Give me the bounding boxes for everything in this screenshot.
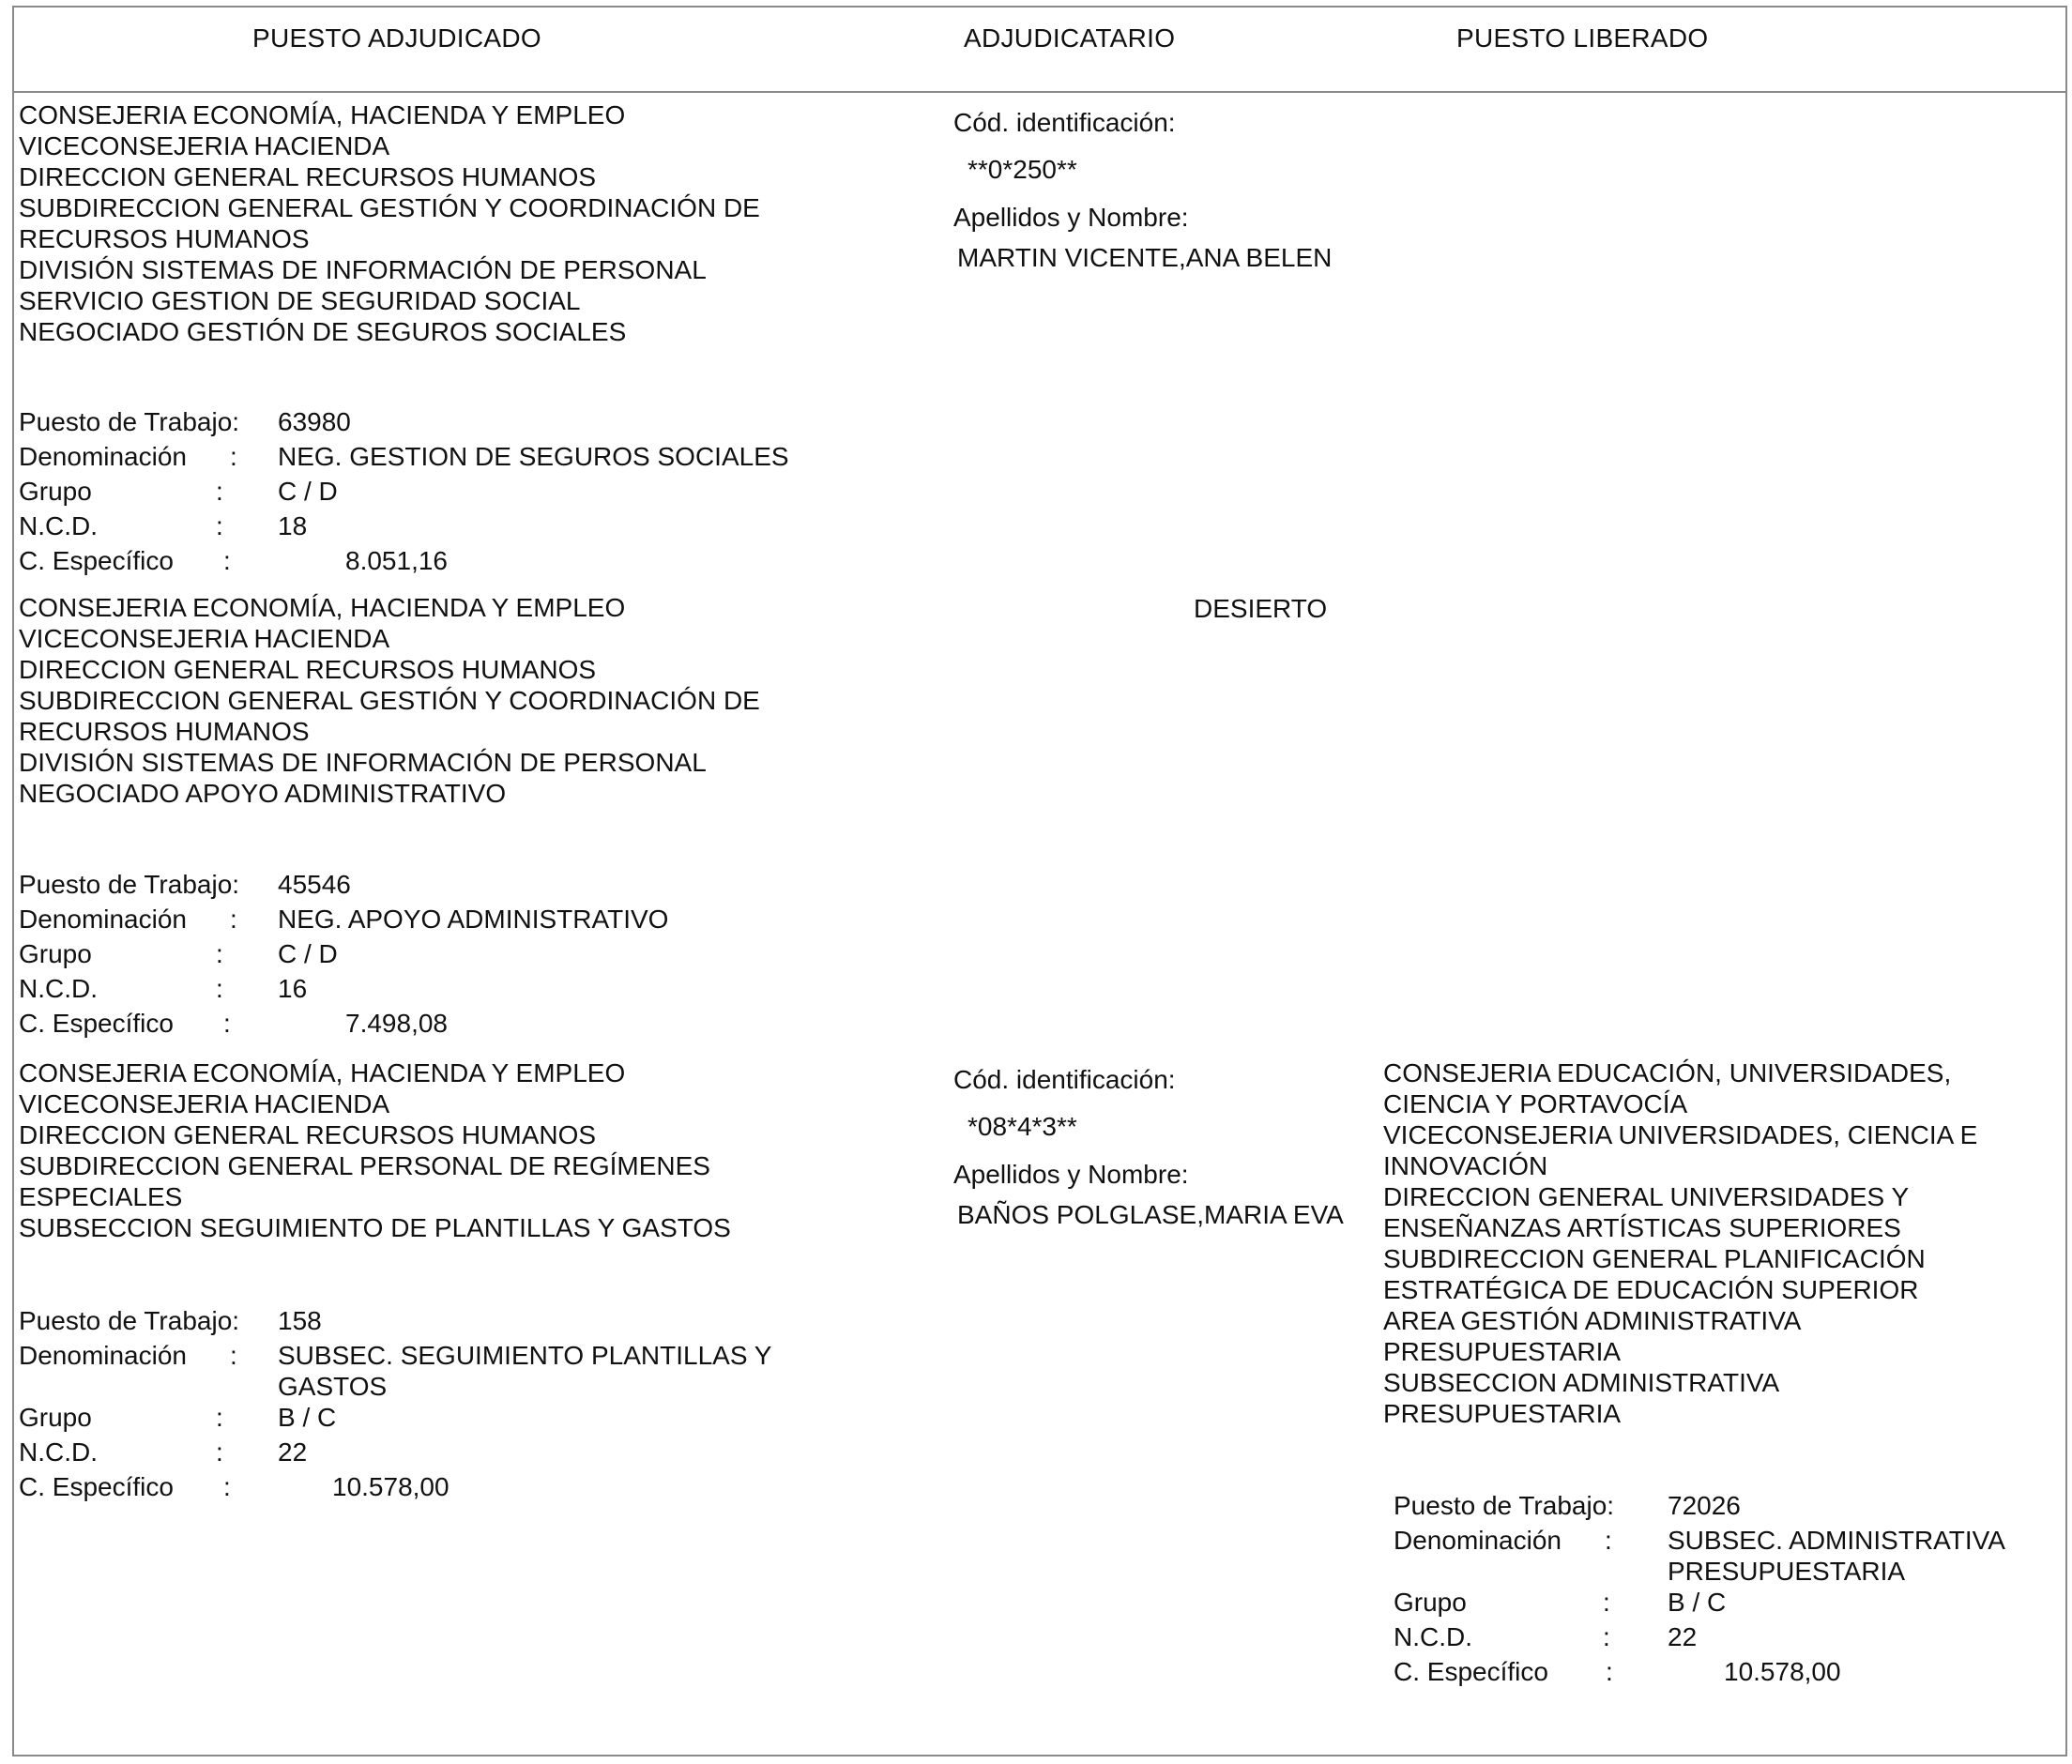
ncd-row (19, 510, 845, 545)
especifico-row (19, 1008, 845, 1042)
especifico-value: 10.578,00 (1724, 1657, 1841, 1686)
colon: : (216, 974, 223, 1003)
colon: : (1605, 1526, 1612, 1555)
especifico-label: C. Específico (19, 546, 174, 575)
especifico-label: C. Específico (19, 1472, 174, 1501)
puesto-row (19, 1305, 845, 1340)
org-line: DIVISIÓN SISTEMAS DE INFORMACIÓN DE PERSONAL (19, 748, 707, 777)
denominacion-value-line: SUBSEC. SEGUIMIENTO PLANTILLAS Y (278, 1341, 772, 1370)
org-line: DIRECCION GENERAL UNIVERSIDADES Y (1383, 1182, 1910, 1211)
colon: : (230, 442, 237, 471)
denominacion-label: Denominación (1394, 1526, 1562, 1555)
puesto-value: 63980 (278, 407, 351, 436)
especifico-label: C. Específico (1394, 1657, 1548, 1686)
ncd-value: 18 (278, 511, 308, 540)
colon: : (216, 939, 223, 968)
org-line: VICECONSEJERIA HACIENDA (19, 131, 390, 160)
org-line: VICECONSEJERIA HACIENDA (19, 624, 390, 653)
header-divider (12, 91, 2067, 93)
grupo-label: Grupo (1394, 1588, 1467, 1617)
org-line: DIVISIÓN SISTEMAS DE INFORMACIÓN DE PERSONAL (19, 255, 707, 284)
denominacion-value: NEG. GESTION DE SEGUROS SOCIALES (278, 442, 789, 471)
ncd-row (19, 1437, 845, 1471)
ncd-row (1394, 1621, 2050, 1656)
cod-identificacion-value: **0*250** (967, 155, 1077, 184)
ncd-label: N.C.D. (19, 974, 98, 1003)
org-line: DIRECCION GENERAL RECURSOS HUMANOS (19, 655, 597, 684)
org-line: CONSEJERIA EDUCACIÓN, UNIVERSIDADES, (1383, 1058, 1952, 1087)
especifico-label: C. Específico (19, 1009, 174, 1038)
ncd-value: 22 (1668, 1622, 1698, 1651)
puesto-label: Puesto de Trabajo: (19, 1306, 240, 1335)
grupo-label: Grupo (19, 1403, 92, 1432)
colon: : (1603, 1588, 1610, 1617)
org-line: CONSEJERIA ECONOMÍA, HACIENDA Y EMPLEO (19, 593, 626, 622)
entry-1-org-block (19, 99, 760, 347)
org-line: PRESUPUESTARIA (1383, 1337, 1622, 1366)
liberado-org-block (1383, 1057, 1977, 1429)
grupo-row (19, 938, 845, 973)
org-line: SERVICIO GESTION DE SEGURIDAD SOCIAL (19, 286, 581, 315)
puesto-label: Puesto de Trabajo: (19, 870, 240, 899)
colon: : (1606, 1657, 1613, 1686)
grupo-value: B / C (1668, 1588, 1727, 1617)
denominacion-row (19, 441, 845, 476)
entry-1-details (19, 406, 845, 580)
liberado-details (1394, 1490, 2050, 1691)
org-line: NEGOCIADO GESTIÓN DE SEGUROS SOCIALES (19, 317, 627, 346)
org-line: CONSEJERIA ECONOMÍA, HACIENDA Y EMPLEO (19, 100, 626, 129)
colon: : (223, 1009, 231, 1038)
apellidos-nombre-label: Apellidos y Nombre: (953, 1160, 1189, 1189)
desierto-status: DESIERTO (1194, 594, 1328, 623)
especifico-value: 8.051,16 (345, 546, 448, 575)
especifico-value: 10.578,00 (332, 1472, 449, 1501)
org-line: VICECONSEJERIA HACIENDA (19, 1089, 390, 1118)
grupo-value: B / C (278, 1403, 337, 1432)
especifico-row (19, 545, 845, 580)
denominacion-value: NEG. APOYO ADMINISTRATIVO (278, 905, 669, 934)
org-line: RECURSOS HUMANOS (19, 224, 310, 253)
cod-identificacion-value: *08*4*3** (967, 1112, 1077, 1141)
org-line: VICECONSEJERIA UNIVERSIDADES, CIENCIA E (1383, 1120, 1978, 1149)
grupo-row (19, 476, 845, 510)
org-line: CONSEJERIA ECONOMÍA, HACIENDA Y EMPLEO (19, 1058, 626, 1087)
cod-identificacion-label: Cód. identificación: (953, 108, 1176, 137)
puesto-value: 72026 (1668, 1491, 1741, 1520)
header-puesto-liberado: PUESTO LIBERADO (1456, 23, 1709, 53)
apellidos-nombre-label: Apellidos y Nombre: (953, 203, 1189, 232)
denominacion-row (19, 904, 845, 938)
org-line: RECURSOS HUMANOS (19, 717, 310, 746)
especifico-row (1394, 1656, 2050, 1691)
colon: : (216, 1437, 223, 1467)
org-line: PRESUPUESTARIA (1383, 1399, 1622, 1428)
colon: : (223, 1472, 231, 1501)
ncd-value: 16 (278, 974, 308, 1003)
org-line: INNOVACIÓN (1383, 1151, 1548, 1180)
org-line: ENSEÑANZAS ARTÍSTICAS SUPERIORES (1383, 1213, 1901, 1242)
ncd-row (19, 973, 845, 1008)
org-line: DIRECCION GENERAL RECURSOS HUMANOS (19, 162, 597, 191)
especifico-row (19, 1471, 845, 1506)
denominacion-label: Denominación (19, 442, 187, 471)
org-line: SUBDIRECCION GENERAL GESTIÓN Y COORDINACIÓN DE (19, 193, 760, 222)
org-line: AREA GESTIÓN ADMINISTRATIVA (1383, 1306, 1802, 1335)
apellidos-nombre-value: MARTIN VICENTE,ANA BELEN (957, 243, 1333, 272)
org-line: ESPECIALES (19, 1182, 183, 1211)
entry-3-details (19, 1305, 845, 1506)
cod-identificacion-label: Cód. identificación: (953, 1065, 1176, 1094)
ncd-label: N.C.D. (19, 1437, 98, 1467)
denominacion-label: Denominación (19, 1341, 187, 1370)
puesto-value: 158 (278, 1306, 322, 1335)
org-line: CIENCIA Y PORTAVOCÍA (1383, 1089, 1688, 1118)
ncd-label: N.C.D. (19, 511, 98, 540)
org-line: SUBSECCION ADMINISTRATIVA (1383, 1368, 1780, 1397)
org-line: SUBDIRECCION GENERAL GESTIÓN Y COORDINACIÓN DE (19, 686, 760, 715)
org-line: ESTRATÉGICA DE EDUCACIÓN SUPERIOR (1383, 1275, 1919, 1304)
denominacion-value-line: PRESUPUESTARIA (1668, 1557, 1906, 1586)
colon: : (216, 477, 223, 506)
header-puesto-adjudicado: PUESTO ADJUDICADO (252, 23, 541, 53)
denominacion-value-line: GASTOS (278, 1372, 388, 1401)
ncd-label: N.C.D. (1394, 1622, 1472, 1651)
grupo-row (1394, 1587, 2050, 1621)
ncd-value: 22 (278, 1437, 308, 1467)
grupo-label: Grupo (19, 477, 92, 506)
puesto-label: Puesto de Trabajo: (1394, 1491, 1615, 1520)
grupo-value: C / D (278, 939, 338, 968)
denominacion-row (1394, 1525, 2050, 1587)
org-line: NEGOCIADO APOYO ADMINISTRATIVO (19, 779, 507, 808)
puesto-label: Puesto de Trabajo: (19, 407, 240, 436)
grupo-row (19, 1402, 845, 1437)
colon: : (1603, 1622, 1610, 1651)
denominacion-value-line: SUBSEC. ADMINISTRATIVA (1668, 1526, 2005, 1555)
colon: : (216, 1403, 223, 1432)
colon: : (223, 546, 231, 575)
apellidos-nombre-value: BAÑOS POLGLASE,MARIA EVA (957, 1200, 1344, 1229)
colon: : (216, 511, 223, 540)
grupo-label: Grupo (19, 939, 92, 968)
entry-3-org-block (19, 1057, 731, 1243)
entry-2-org-block (19, 592, 760, 809)
puesto-row (19, 869, 845, 904)
puesto-row (19, 406, 845, 441)
grupo-value: C / D (278, 477, 338, 506)
puesto-row (1394, 1490, 2050, 1525)
entry-2-details (19, 869, 845, 1042)
org-line: SUBDIRECCION GENERAL PLANIFICACIÓN (1383, 1244, 1926, 1273)
org-line: SUBSECCION SEGUIMIENTO DE PLANTILLAS Y GASTOS (19, 1213, 731, 1242)
puesto-value: 45546 (278, 870, 351, 899)
colon: : (230, 1341, 237, 1370)
denominacion-label: Denominación (19, 905, 187, 934)
especifico-value: 7.498,08 (345, 1009, 448, 1038)
denominacion-row (19, 1340, 845, 1402)
org-line: SUBDIRECCION GENERAL PERSONAL DE REGÍMENES (19, 1151, 710, 1180)
org-line: DIRECCION GENERAL RECURSOS HUMANOS (19, 1120, 597, 1149)
header-adjudicatario: ADJUDICATARIO (964, 23, 1176, 53)
colon: : (230, 905, 237, 934)
